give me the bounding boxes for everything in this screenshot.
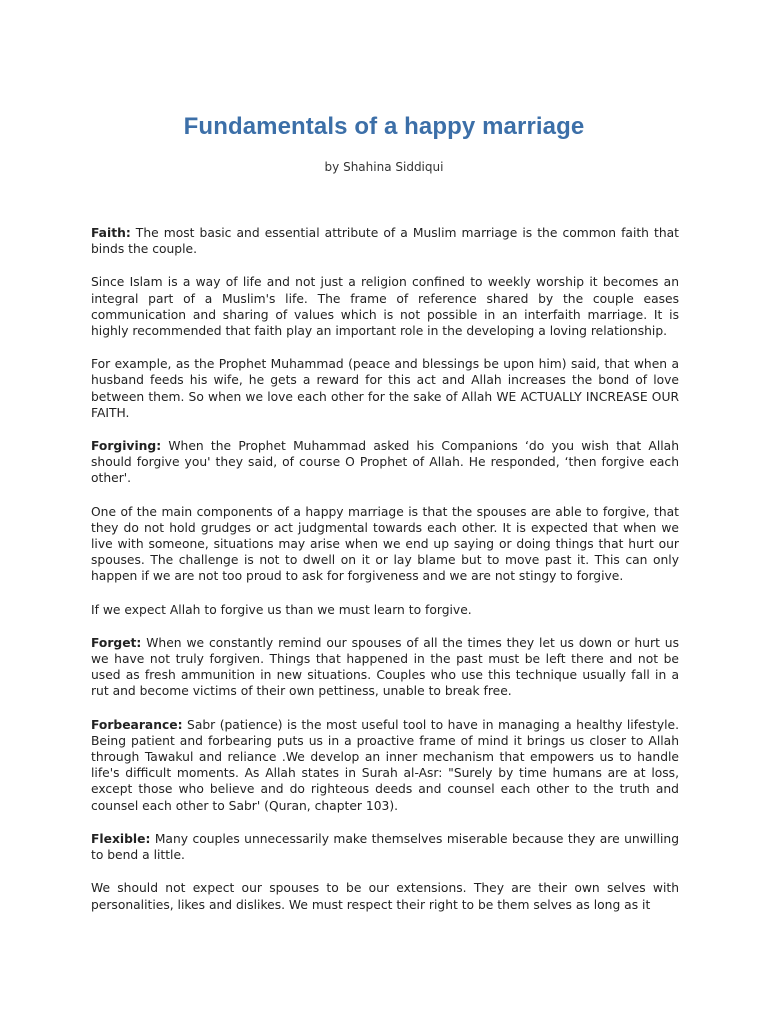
document-body (91, 225, 679, 930)
paragraph-text: Since Islam is a way of life and not just a religion confined to weekly worship it becomes an integral part of a Muslim's life. The frame of reference shared by the couple eases communication and sharing of values which is not possible in an interfaith marriage. It is highly recommended that faith play an important role in the developing a loving relationship. (91, 275, 679, 339)
paragraph-forgiving (91, 438, 679, 487)
paragraph (91, 504, 679, 585)
paragraph-faith (91, 225, 679, 257)
paragraph-term: Forgiving: (91, 439, 162, 454)
paragraph-text: Many couples unnecessarily make themselves miserable because they are unwilling to bend a little. (91, 831, 679, 863)
paragraph (91, 274, 679, 339)
paragraph-term: Forbearance: (91, 717, 183, 732)
paragraph-text: The most basic and essential attribute of a Muslim marriage is the common faith that binds the couple. (91, 226, 679, 257)
paragraph-text: If we expect Allah to forgive us than we must learn to forgive. (91, 602, 472, 617)
paragraph-text: We should not expect our spouses to be our extensions. They are their own selves with personalities, likes and dislikes. We must respect their right to be them selves as long as it (91, 881, 679, 912)
paragraph-term: Faith: (91, 226, 131, 240)
paragraph (91, 356, 679, 421)
paragraph-text: One of the main components of a happy marriage is that the spouses are able to forgive, that they do not hold grudges or act judgmental towards each other. It is expected that when we live with someone, situations may arise when we end up saying or doing things that hurt our spouses. The challenge is not to dwell on it or lay blame but to move past it. This can only happen if we are not too proud to ask for forgiveness and we are not stingy to forgive. (91, 504, 679, 584)
paragraph (91, 880, 679, 912)
paragraph-forbearance (91, 717, 679, 814)
paragraph-text: When we constantly remind our spouses of all the times they let us down or hurt us we have not truly forgiven. Things that happened in the past must be left there and not be used as fresh ammunition in new situations. Couples who use this technique usually fall in a rut and become victims of their own pettiness, unable to break free. (91, 635, 679, 699)
paragraph-term: Forget: (91, 635, 142, 650)
paragraph-text: When the Prophet Muhammad asked his Companions ‘do you wish that Allah should forgive you' they said, of course O Prophet of Allah. He responded, ‘then forgive each other'. (91, 439, 679, 486)
paragraph-term: Flexible: (91, 831, 151, 846)
paragraph-flexible (91, 831, 679, 863)
paragraph-text: Sabr (patience) is the most useful tool to have in managing a healthy lifestyle. Being patient and forbearing puts us in a proactive frame of mind it brings us closer to Allah through Tawakul and reliance .We develop an inner mechanism that empowers us to handle life's difficult moments. As Allah states in Surah al-Asr: "Surely by time humans are at loss, except those who believe and do righteous deeds and counsel each other to the truth and counsel each other to Sabr' (Quran, chapter 103). (91, 717, 679, 813)
author-byline: by Shahina Siddiqui (324, 160, 444, 174)
paragraph (91, 602, 679, 618)
document-title: Fundamentals of a happy marriage (183, 113, 585, 140)
paragraph-forget (91, 635, 679, 700)
paragraph-text: For example, as the Prophet Muhammad (peace and blessings be upon him) said, that when a husband feeds his wife, he gets a reward for this act and Allah increases the bond of love between them. So when we love each other for the sake of Allah WE ACTUALLY INCREASE OUR FAITH. (91, 357, 679, 420)
